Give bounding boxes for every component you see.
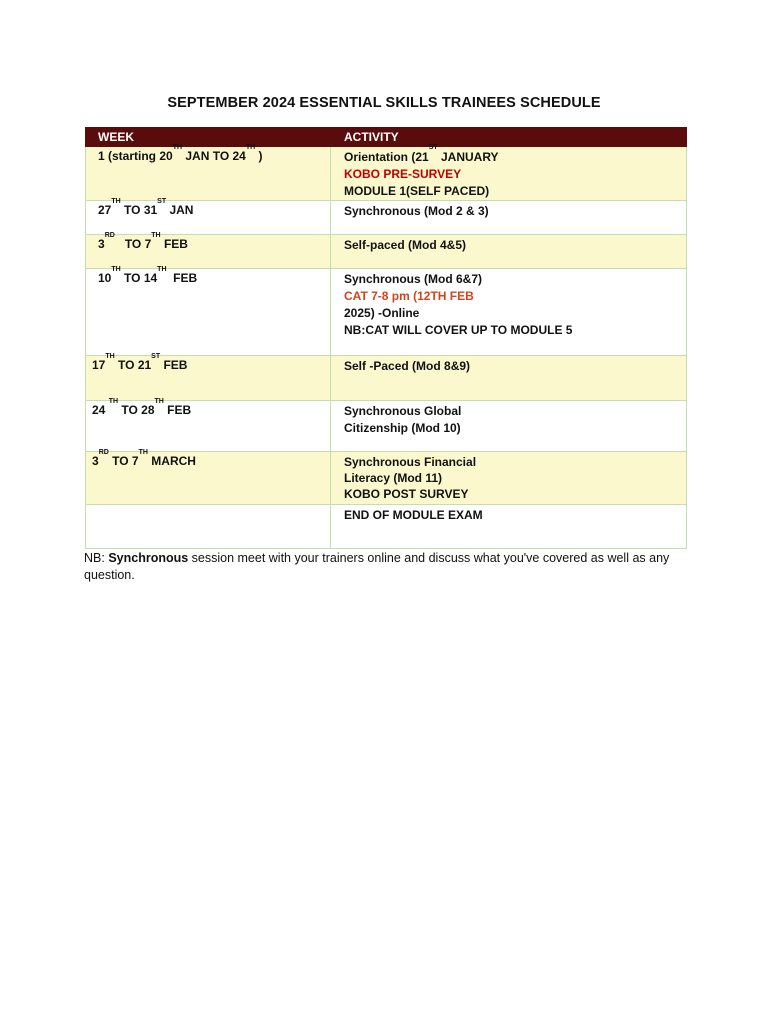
activity-cell: Synchronous (Mod 2 & 3) bbox=[331, 201, 687, 235]
week-cell: 1 (starting 20TH JAN TO 24TH ) bbox=[86, 147, 331, 201]
week-cell: 3RD TO 7TH MARCH bbox=[86, 452, 331, 505]
week-cell: 27TH TO 31ST JAN bbox=[86, 201, 331, 235]
week-cell: 24 $^{TH}$ TO 28TH FEB bbox=[86, 401, 331, 452]
table-row bbox=[86, 269, 687, 356]
table-row bbox=[86, 201, 687, 235]
table-row bbox=[86, 401, 687, 452]
week-cell: 10TH TO 14TH FEB bbox=[86, 269, 331, 356]
table-row bbox=[86, 235, 687, 269]
activity-cell: Self-paced (Mod 4&5) bbox=[331, 235, 687, 269]
table-row bbox=[86, 356, 687, 401]
cat-text: CAT 7-8 pm (12TH FEB bbox=[344, 289, 474, 303]
table-row bbox=[86, 147, 687, 201]
kobo-pre-survey-text: KOBO PRE-SURVEY bbox=[344, 167, 462, 181]
activity-cell: Orientation (21ST JANUARY KOBO PRE-SURVEY MODULE 1(SELF PACED) bbox=[331, 147, 687, 201]
week-column-header: WEEK bbox=[86, 128, 331, 147]
page-title: SEPTEMBER 2024 ESSENTIAL SKILLS TRAINEES SCHEDULE bbox=[167, 95, 601, 111]
activity-cell: END OF MODULE EXAM bbox=[331, 505, 687, 549]
schedule-table bbox=[85, 127, 687, 549]
activity-cell: Synchronous (Mod 6&7) CAT 7-8 pm (12TH FEB 2025) -Online NB:CAT WILL COVER UP TO MODULE 5 bbox=[331, 269, 687, 356]
week-cell: 17TH TO 21ST FEB bbox=[86, 356, 331, 401]
activity-cell: Synchronous Global Citizenship (Mod 10) bbox=[331, 401, 687, 452]
table-row bbox=[86, 505, 687, 549]
week-cell bbox=[86, 505, 331, 549]
activity-column-header: ACTIVITY bbox=[331, 128, 687, 147]
table-row bbox=[86, 452, 687, 505]
activity-cell: Self -Paced (Mod 8&9) bbox=[331, 356, 687, 401]
footnote: NB: Synchronous session meet with your trainers online and discuss what you've covered as well as any question. bbox=[84, 551, 670, 582]
activity-cell: Synchronous Financial Literacy (Mod 11) KOBO POST SURVEY bbox=[331, 452, 687, 505]
week-cell: 3RD TO 7TH FEB bbox=[86, 235, 331, 269]
